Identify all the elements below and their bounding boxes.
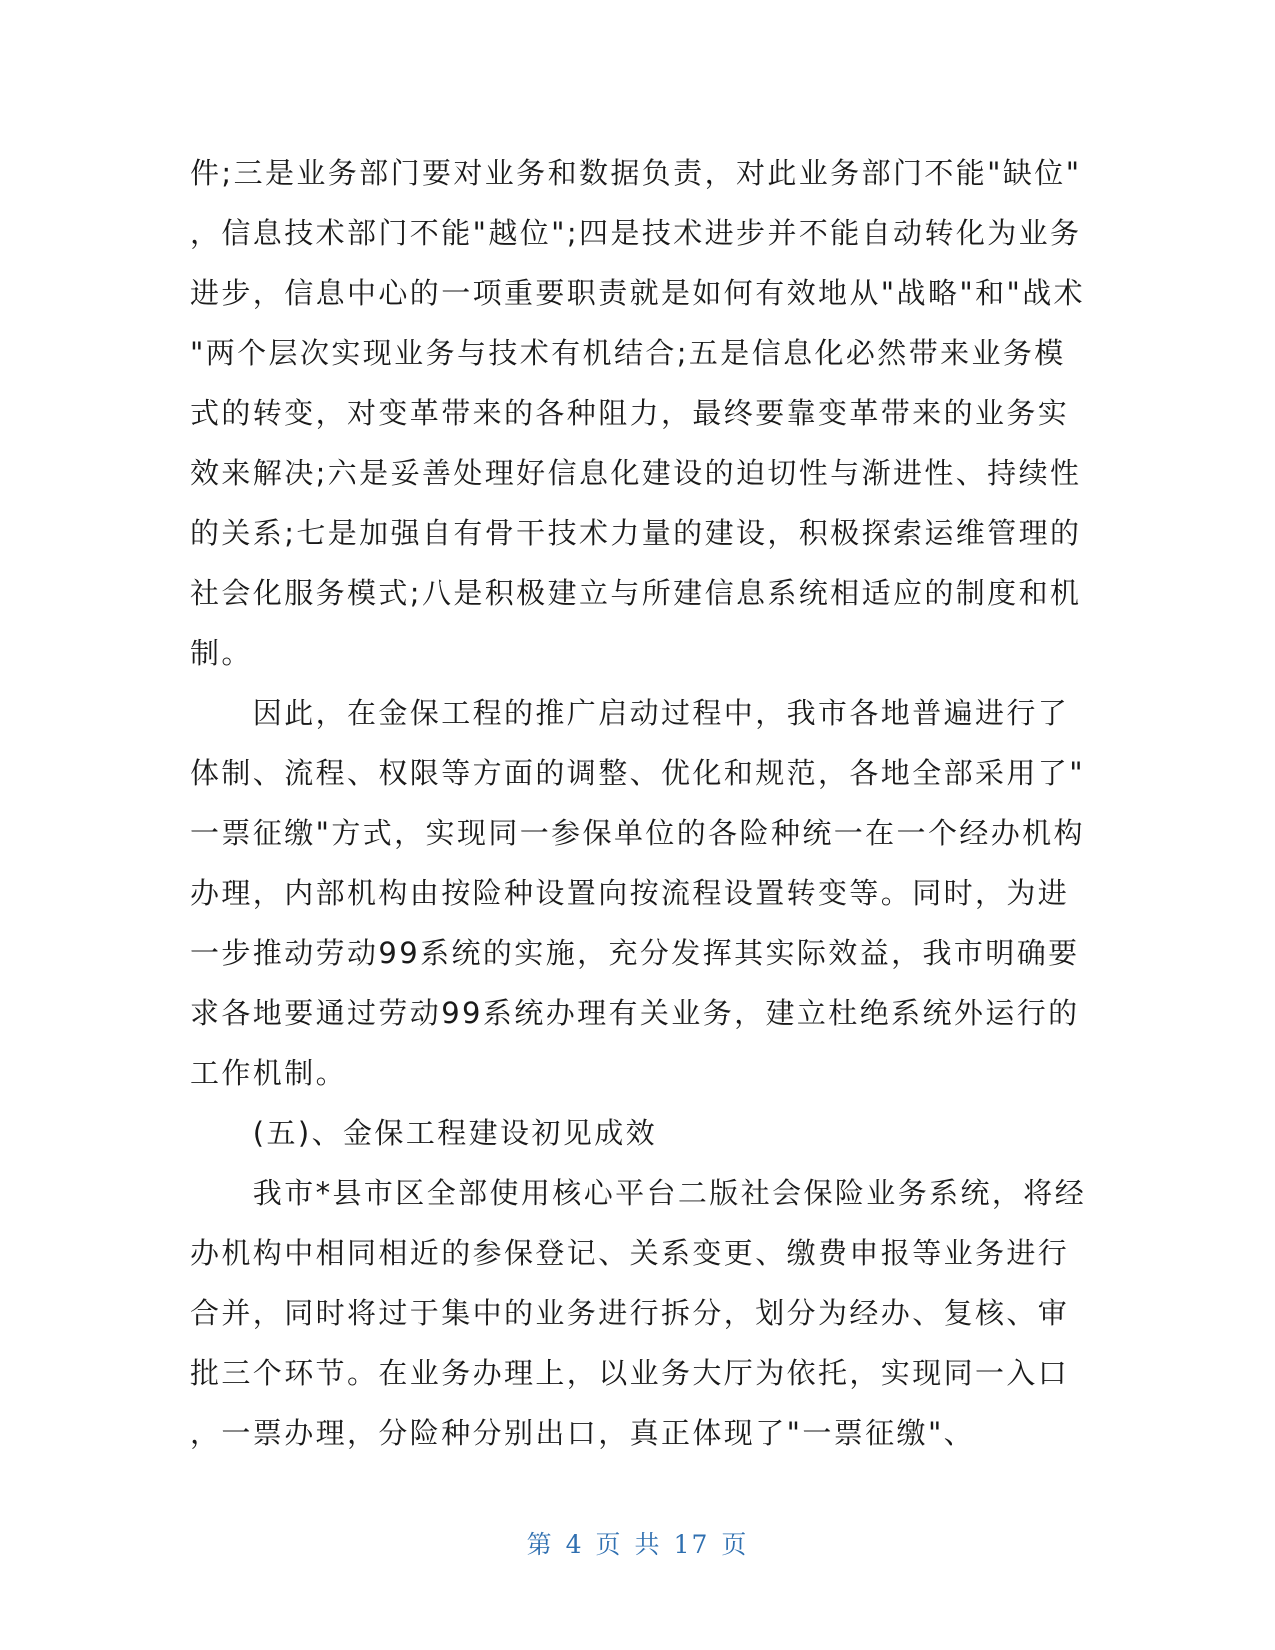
text-line: 办理，内部机构由按险种设置向按流程设置转变等。同时，为进 [190,876,1070,910]
text-line: 的关系;七是加强自有骨干技术力量的建设，积极探索运维管理的 [190,516,1082,550]
text-line: 制。 [190,636,253,670]
footer-page-unit: 页 [595,1530,623,1559]
text-line: ，信息技术部门不能"越位";四是技术进步并不能自动转化为业务 [190,216,1082,250]
footer-total-label: 共 [634,1530,662,1559]
text-line: 办机构中相同相近的参保登记、关系变更、缴费申报等业务进行 [190,1236,1070,1270]
text-line: 件;三是业务部门要对业务和数据负责，对此业务部门不能"缺位" [190,156,1082,190]
text-line: 一票征缴"方式，实现同一参保单位的各险种统一在一个经办机构 [190,816,1085,850]
page-footer [0,1525,1275,1561]
document-body [190,143,1087,1463]
text-line: 批三个环节。在业务办理上，以业务大厅为依托，实现同一入口 [190,1356,1070,1390]
text-line: "两个层次实现业务与技术有机结合;五是信息化必然带来业务模 [190,336,1066,370]
text-line: 进步，信息中心的一项重要职责就是如何有效地从"战略"和"战术 [190,276,1086,310]
text-line: 体制、流程、权限等方面的调整、优化和规范，各地全部采用了" [190,756,1085,790]
footer-suffix: 页 [721,1530,749,1559]
footer-total-pages: 17 [673,1530,710,1559]
text-line: 我市*县市区全部使用核心平台二版社会保险业务系统，将经 [190,1176,1087,1210]
text-line: 式的转变，对变革带来的各种阻力，最终要靠变革带来的业务实 [190,396,1070,430]
text-line: 工作机制。 [190,1056,348,1090]
text-line: 因此，在金保工程的推广启动过程中，我市各地普遍进行了 [190,696,1070,730]
section-heading: (五)、金保工程建设初见成效 [190,1116,658,1150]
text-line: 效来解决;六是妥善处理好信息化建设的迫切性与渐进性、持续性 [190,456,1082,490]
text-line: 社会化服务模式;八是积极建立与所建信息系统相适应的制度和机 [190,576,1082,610]
text-line: 求各地要通过劳动99系统办理有关业务，建立杜绝系统外运行的 [190,996,1080,1030]
text-line: 合并，同时将过于集中的业务进行拆分，划分为经办、复核、审 [190,1296,1070,1330]
text-line: ，一票办理，分险种分别出口，真正体现了"一票征缴"、 [190,1416,976,1450]
footer-current-page: 4 [565,1530,584,1559]
text-line: 一步推动劳动99系统的实施，充分发挥其实际效益，我市明确要 [190,936,1080,970]
footer-prefix: 第 [526,1530,554,1559]
